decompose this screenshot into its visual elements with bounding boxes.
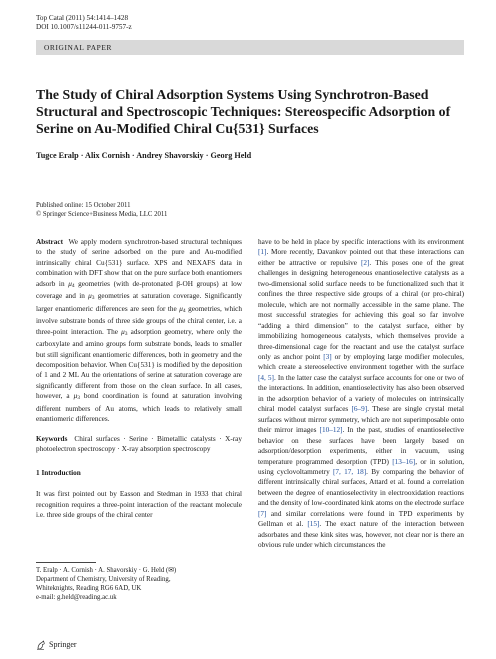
abstract: Abstract We apply modern synchrotron-based structural techniques to the study of serine adsorbed on the pure and Au-modified intrinsically chiral Cu{531} surface. XPS and NEXAFS data in combination with DFT show that on the pure surface both enantiomers adsorb in μ4 geometries (with de-protonated β-OH groups) at low coverage and in μ3 geometries at saturation coverage. Significantly larger enantiomeric differences are seen for the μ4 geometries, which involve substrate bonds of three side groups of the chiral center, i.e. a three-point interaction. The μ3 adsorption geometry, where only the carboxylate and amino groups form substrate bonds, leads to smaller but still significant enantiomeric differences, both in geometry and the decomposition behavior. When Cu{531} is modified by the deposition of 1 and 2 ML Au the orientations of serine at saturation coverage are significantly different from those on the clean surface. In all cases, however, a μ3 bond coordination is found at saturation involving different numbers of Au atoms, which leads to relatively small enantiomeric differences. [36,238,243,424]
affiliation-email: e-mail: g.held@reading.ac.uk [36,593,117,601]
citation-link[interactable]: [2] [360,258,370,267]
affiliation-footnote [36,562,242,603]
affiliation-department: Department of Chemistry, University of Reading, [36,575,171,583]
citation-link[interactable]: [4, 5] [258,373,274,382]
citation-link[interactable]: [15] [307,520,320,529]
paper-title: The Study of Chiral Adsorption Systems Using Synchrotron-Based Structural and Spectroscopic Techniques: Stereospecific Adsorption of Serine on Au-Modified Chiral Cu{531} Surfaces [36,87,451,136]
copyright: © Springer Science+Business Media, LLC 2011 [36,211,168,218]
section-heading: 1 Introduction [36,468,81,477]
journal-citation: Top Catal (2011) 54:1414–1428 [36,14,129,22]
citation-link[interactable]: [7, 17, 18] [333,467,367,476]
author-list: Tugce Eralp · Alix Cornish · Andrey Shavorskiy · Georg Held [36,151,252,160]
footnote-rule [36,562,96,563]
abstract-label: Abstract [36,238,63,246]
keywords [36,434,242,455]
keywords-label: Keywords [36,434,68,443]
intro-continued: have to be held in place by specific interactions with its environment [1]. More recently, Davankov pointed out that these interactions can either be attractive or repulsive [2]. This poses one of the great challenges in designing heterogeneous enantioselective catalysts as a two-dimensional solid surface needs to be functionalized such that it confines the three respective side groups of a chiral (or pro-chiral) molecule, which are not normally accessible in the same plane. The most successful strategies for achieving this goal so far involve “adding a third dimension” to the catalyst surface, either by immobilizing homogeneous catalysts, which themselves provide a three-dimensional cage for the reactant and use the catalyst surface only as anchor point [3] or by employing large modifier molecules, which create a stereoselective environment together with the surface [4, 5]. In the latter case the catalyst surface accounts for one or two of the interactions. In addition, enantioselectivity has also been observed in the adsorption behavior of a variety of molecules on intrinsically chiral model catalyst surfaces [6–9]. These are single crystal metal surfaces without mirror symmetry, which are not superimposable onto their mirror images [10–12]. In the past, studies of enantioselective behavior on these surfaces have been largely based on adsorption/desorption experiments, either in vacuum, using temperature programmed desorption (TPD) [13–16], or in solution, using cyclovoltammetry [7, 17, 18]. By comparing the behavior of different intrinsically chiral surfaces, Attard et al. found a correlation between the degree of enantioselectivity in electrooxidation reactions and the density of low-coordinated kink atoms on the electrode surface [7] and similar correlations were found in TPD experiments by Gellman et al. [15]. The exact nature of the interaction between adsorbates and these kink sites was, however, not clear nor is there an obvious rule under which circumstances the [258,238,465,550]
left-column [36,237,242,520]
citation-link[interactable]: [13–16] [392,457,416,466]
citation-link[interactable]: [1] [258,248,267,257]
springer-horse-icon [36,640,46,650]
intro-paragraph: It was first pointed out by Easson and Stedman in 1933 that chiral recognition requires a three-point interaction of the reactant molecule i.e. three side groups of the chiral center [36,490,242,519]
article-type-badge [36,40,464,55]
publisher-name: Springer [49,640,77,649]
citation-link[interactable]: [7] [258,509,267,518]
citation-link[interactable]: [3] [323,352,332,361]
article-type-label: ORIGINAL PAPER [44,43,113,52]
doi: DOI 10.1007/s11244-011-9757-z [36,23,132,31]
published-date: Published online: 15 October 2011 [36,202,131,209]
citation-link[interactable]: [10–12] [319,426,343,435]
affiliation-address: Whiteknights, Reading RG6 6AD, UK [36,584,142,592]
page-footer [36,640,77,650]
affiliation-names: T. Eralp · A. Cornish · A. Shavorskiy · G. Held (✉) [36,567,177,574]
right-column [258,237,464,551]
publication-info [36,201,167,219]
citation-link[interactable]: [6–9] [351,405,368,414]
journal-reference [36,14,132,32]
keywords-text: Chiral surfaces · Serine · Bimetallic catalysts · X-ray photoelectron spectroscopy · X-ray absorption spectroscopy [36,434,243,454]
